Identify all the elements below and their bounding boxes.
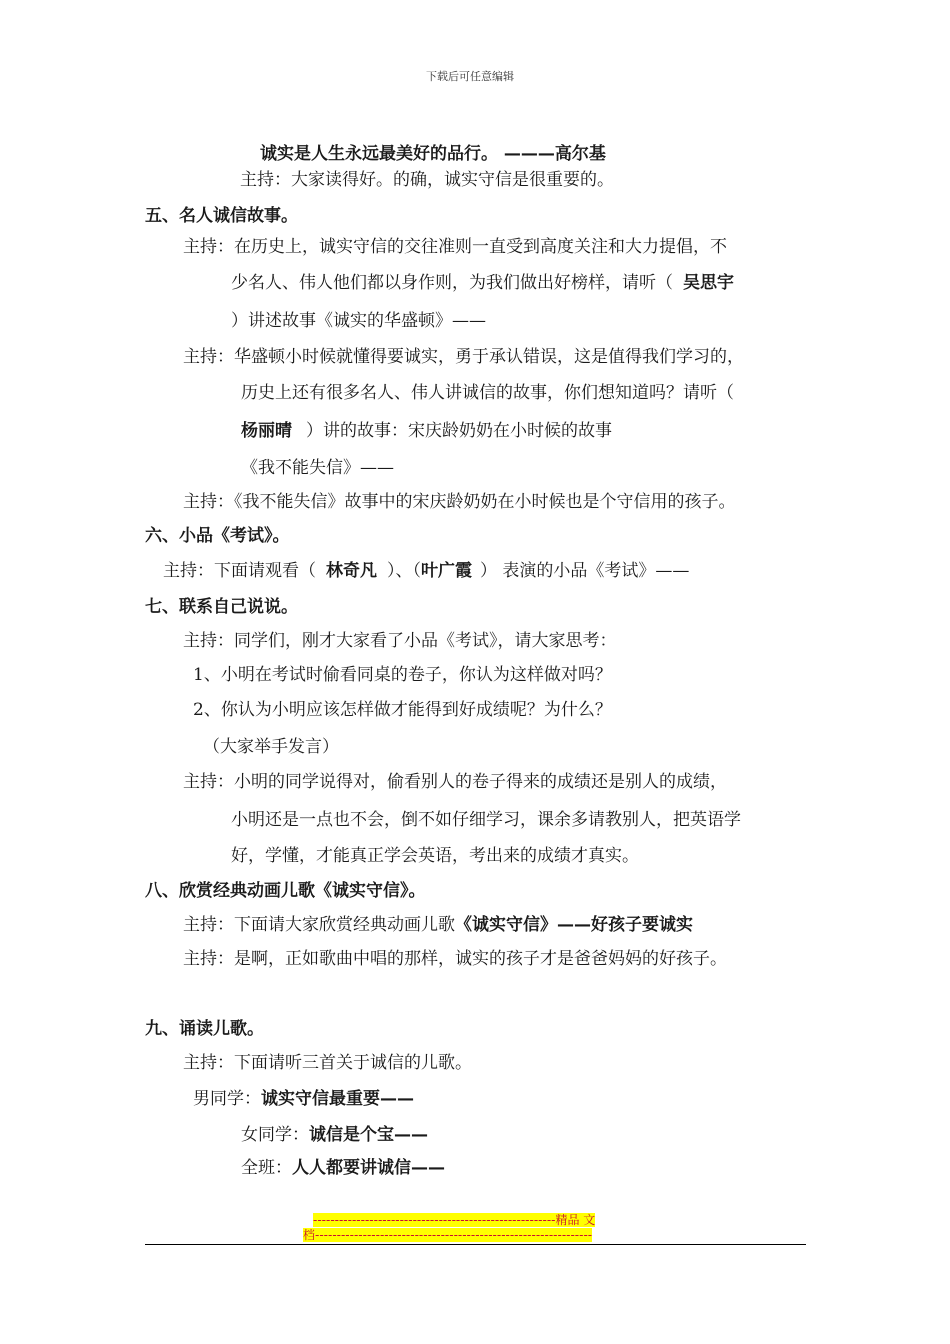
student-name: 林奇凡 (326, 561, 377, 581)
host-line-16-text: 主持：下面请大家欣赏经典动画儿歌 (183, 915, 455, 935)
speaker-label: 全班： (241, 1158, 292, 1178)
speaker-label: 男同学： (193, 1089, 261, 1109)
section-8-heading: 八、欣赏经典动画儿歌《诚实守信》。 (145, 881, 426, 901)
host-line-3-text: 少名人、伟人他们都以身作则，为我们做出好榜样，请听（ (231, 273, 673, 293)
quote-line: 诚实是人生永远最美好的品行。 ———高尔基 (260, 144, 606, 164)
header-note: 下载后可任意编辑 (426, 70, 514, 83)
host-line-7 (241, 420, 612, 442)
host-line-2: 主持：在历史上，诚实守信的交往准则一直受到高度关注和大力提倡，不 (183, 237, 727, 257)
stage-direction: （大家举手发言） (203, 737, 339, 757)
host-line-16 (183, 914, 693, 936)
footer-watermark-line-2: 档---------------------------------------------------------------- (303, 1228, 593, 1242)
host-line-10 (163, 560, 689, 582)
rhyme-title: 诚信是个宝—— (309, 1125, 428, 1145)
footer-watermark-line-1: --------------------------------------------------------精品 文 (313, 1213, 596, 1227)
host-line-11: 主持：同学们，刚才大家看了小品《考试》，请大家思考： (183, 631, 617, 651)
host-line-14: 小明还是一点也不会，倒不如仔细学习，课余多请教别人，把英语学 (231, 810, 741, 830)
recitation-line-3 (241, 1157, 445, 1179)
host-line-5: 主持：华盛顿小时候就懂得要诚实，勇于承认错误，这是值得我们学习的， (183, 347, 744, 367)
footer-divider (145, 1244, 806, 1245)
host-line-8: 《我不能失信》—— (241, 458, 394, 478)
host-line-10-text-a: 主持：下面请观看（ (163, 561, 316, 581)
question-1: 1、小明在考试时偷看同桌的卷子，你认为这样做对吗？ (193, 665, 612, 685)
question-2: 2、你认为小明应该怎样做才能得到好成绩呢？为什么？ (193, 700, 612, 720)
speaker-label: 女同学： (241, 1125, 309, 1145)
rhyme-title: 人人都要讲诚信—— (292, 1158, 445, 1178)
host-line-15: 好，学懂，才能真正学会英语，考出来的成绩才真实。 (231, 846, 639, 866)
section-5-heading: 五、名人诚信故事。 (145, 206, 298, 226)
recitation-line-1 (193, 1088, 414, 1110)
host-line-6: 历史上还有很多名人、伟人讲诚信的故事，你们想知道吗？请听（ (241, 383, 734, 403)
recitation-line-2 (241, 1124, 428, 1146)
section-6-heading: 六、小品《考试》。 (145, 526, 290, 546)
section-7-heading: 七、联系自己说说。 (145, 597, 298, 617)
host-line-10-text-b: ）、（ (387, 561, 421, 581)
host-line-10-text-c: ） 表演的小品《考试》—— (480, 561, 690, 581)
host-line-1: 主持：大家读得好。的确，诚实守信是很重要的。 (240, 170, 614, 190)
host-line-7-text: ）讲的故事：宋庆龄奶奶在小时候的故事 (306, 421, 612, 441)
host-line-17: 主持：是啊，正如歌曲中唱的那样，诚实的孩子才是爸爸妈妈的好孩子。 (183, 949, 727, 969)
student-name: 吴思宇 (683, 273, 734, 293)
host-line-4: ）讲述故事《诚实的华盛顿》—— (231, 311, 486, 331)
section-9-heading: 九、诵读儿歌。 (145, 1019, 264, 1039)
student-name: 叶广霞 (421, 561, 472, 581)
song-title: 《诚实守信》——好孩子要诚实 (455, 915, 693, 935)
host-line-9: 主持：《我不能失信》故事中的宋庆龄奶奶在小时候也是个守信用的孩子。 (183, 492, 736, 512)
rhyme-title: 诚实守信最重要—— (261, 1089, 414, 1109)
student-name: 杨丽晴 (241, 421, 292, 441)
host-line-3 (231, 272, 734, 294)
host-line-18: 主持：下面请听三首关于诚信的儿歌。 (183, 1053, 472, 1073)
host-line-13: 主持：小明的同学说得对，偷看别人的卷子得来的成绩还是别人的成绩， (183, 772, 727, 792)
